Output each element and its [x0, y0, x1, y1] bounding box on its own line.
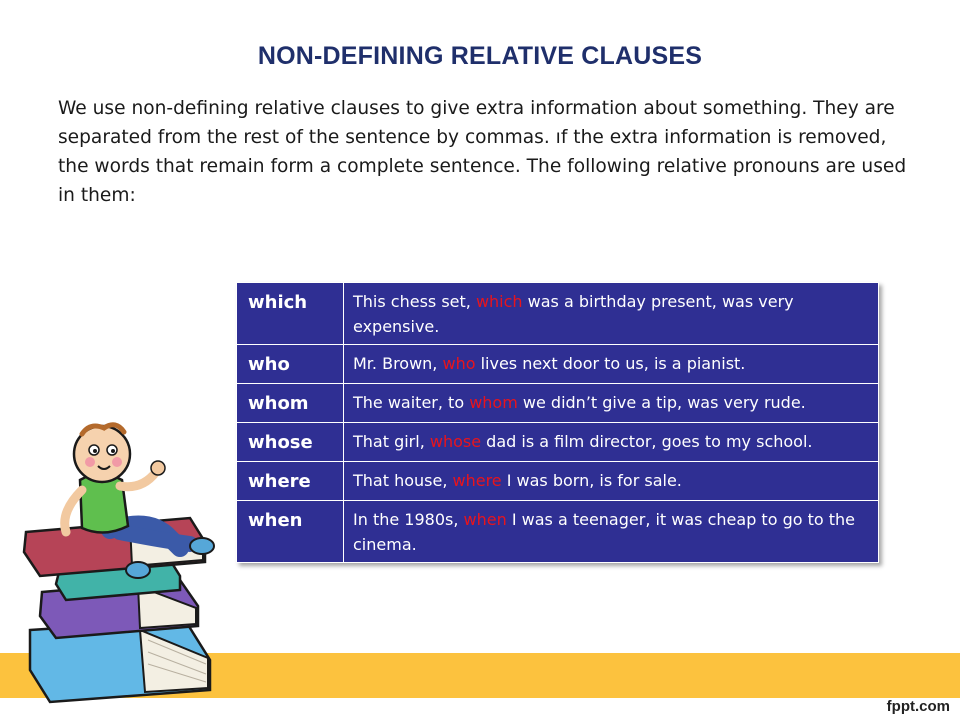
example-cell: [344, 384, 879, 423]
example-text: was a birthday present, was very expensive.: [353, 292, 794, 336]
example-text: Mr. Brown,: [353, 354, 443, 373]
example-cell: [344, 462, 879, 501]
example-text: we didn’t give a tip, was very rude.: [517, 393, 806, 412]
example-cell: [344, 423, 879, 462]
example-text: That girl,: [353, 432, 430, 451]
pronoun-cell: who: [237, 345, 344, 384]
highlighted-pronoun: who: [442, 354, 476, 373]
pronoun-cell: which: [237, 283, 344, 345]
example-text: I was born, is for sale.: [501, 471, 682, 490]
example-text: The waiter, to: [353, 393, 470, 412]
pronoun-cell: where: [237, 462, 344, 501]
pronoun-cell: whom: [237, 384, 344, 423]
slide-title: NON-DEFINING RELATIVE CLAUSES: [257, 42, 703, 70]
example-text: dad is a film director, goes to my school.: [481, 432, 813, 451]
example-cell: [344, 345, 879, 384]
table-row: [237, 283, 879, 345]
example-cell: [344, 501, 879, 563]
table-row: [237, 462, 879, 501]
example-cell: [344, 283, 879, 345]
example-text: That house,: [353, 471, 453, 490]
highlighted-pronoun: where: [452, 471, 502, 490]
table-row: [237, 423, 879, 462]
pronoun-cell: when: [237, 501, 344, 563]
table-row: [237, 501, 879, 563]
relative-pronoun-table: [236, 282, 879, 563]
example-text: This chess set,: [353, 292, 476, 311]
example-text: I was a teenager, it was cheap to go to the cinema.: [353, 510, 856, 554]
footer-brand: fppt.com: [886, 698, 950, 715]
highlighted-pronoun: when: [463, 510, 507, 529]
example-text: lives next door to us, is a pianist.: [475, 354, 746, 373]
highlighted-pronoun: whom: [469, 393, 518, 412]
table-row: [237, 345, 879, 384]
table-row: [237, 384, 879, 423]
boy-on-books-icon: [20, 420, 220, 710]
highlighted-pronoun: which: [475, 292, 523, 311]
example-text: In the 1980s,: [353, 510, 464, 529]
pronoun-cell: whose: [237, 423, 344, 462]
intro-paragraph: We use non-defining relative clauses to give extra information about something. They are separated from the rest of the sentence by commas. ıf the extra information is removed, the words that remain form a complete sentence. The following relative pronouns are used in them:: [58, 98, 907, 206]
highlighted-pronoun: whose: [429, 432, 482, 451]
